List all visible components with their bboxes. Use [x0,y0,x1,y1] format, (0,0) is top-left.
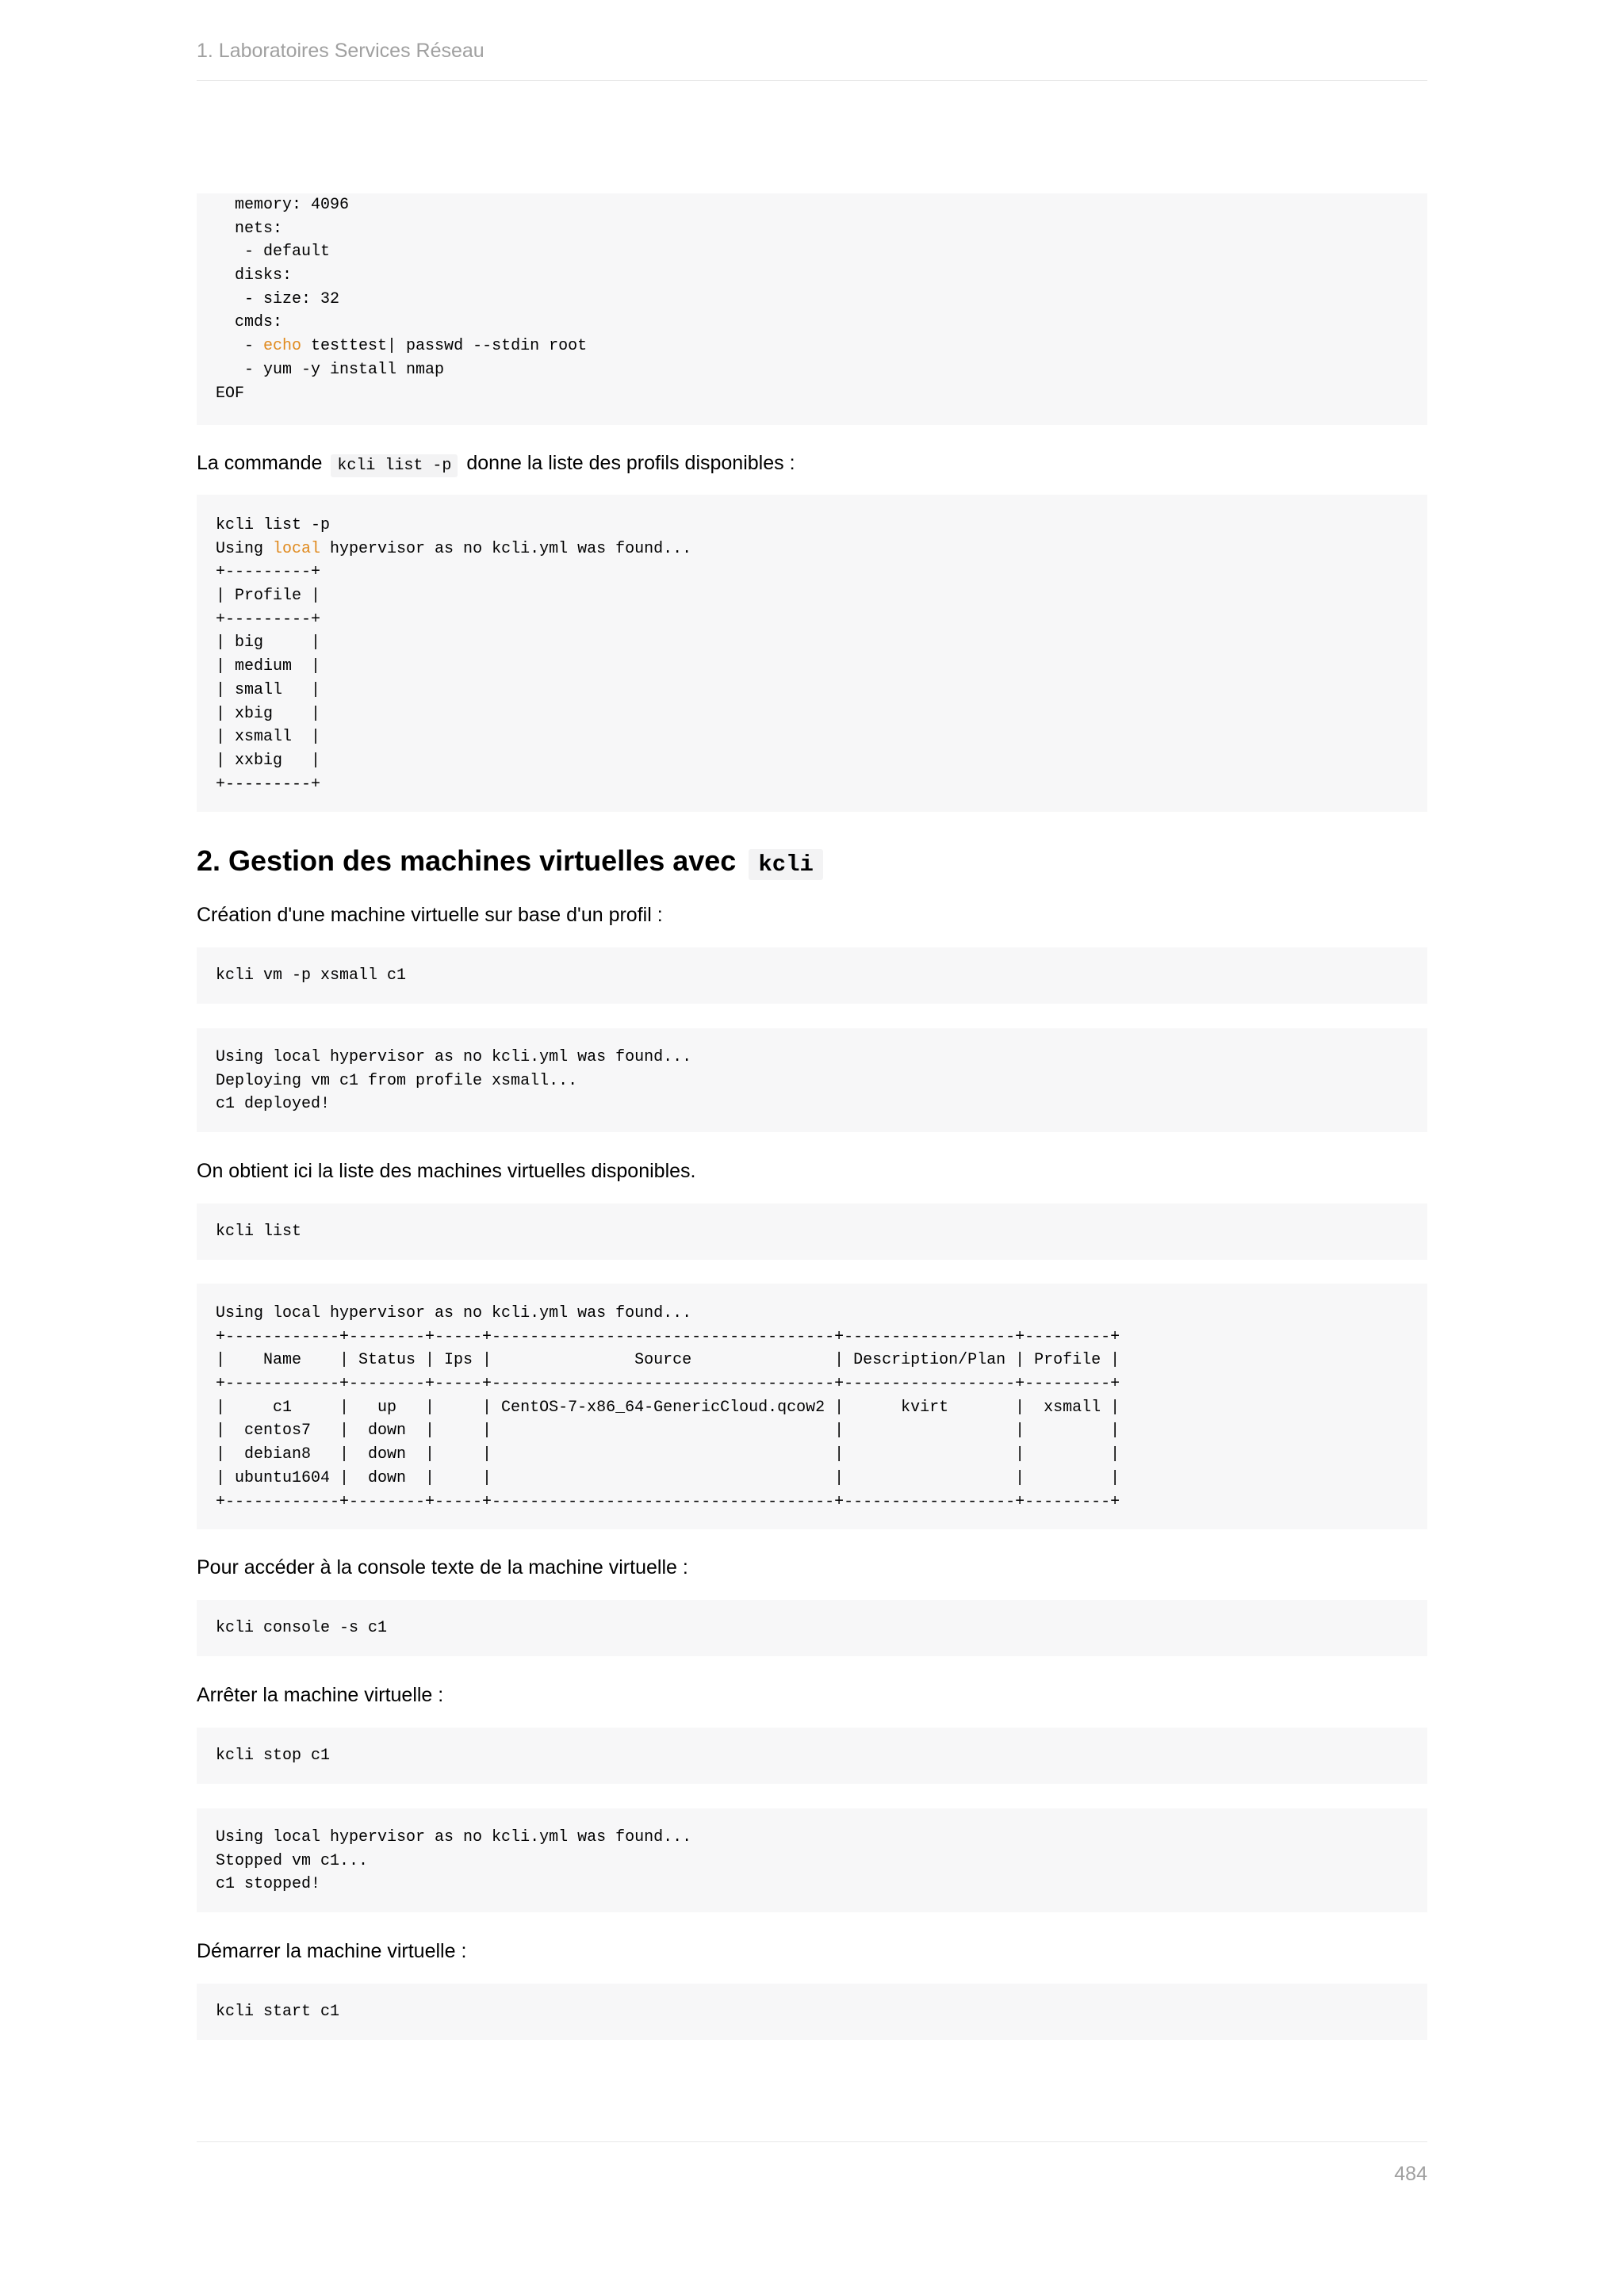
code-line: disks: [216,266,293,285]
page-number: 484 [1394,2163,1427,2185]
code-indent: - [216,337,264,356]
paragraph-text: La commande [197,452,323,474]
code-block-yaml [197,193,1427,425]
code-block-list-output [197,1284,1427,1529]
code-line-echo [216,335,1427,358]
code-line: +------------+--------+-----+------------------------------------+------------------+---------+ [216,1375,1120,1394]
running-header: 1. Laboratoires Services Réseau [197,40,485,62]
code-line: | Name | Status | Ips | Source | Description/Plan | Profile | [216,1351,1120,1370]
code-line: | ubuntu1604 | down | | | | | [216,1468,1120,1487]
code-line: +---------+ [216,775,321,794]
code-keyword-local: local [273,539,321,558]
paragraph-list: On obtient ici la liste des machines virtuelles disponibles. [197,1160,696,1182]
document-page [197,0,1427,2296]
code-line: Deploying vm c1 from profile xsmall... [216,1071,578,1090]
code-text: hypervisor as no kcli.yml was found... [320,539,692,558]
paragraph-profiles [197,449,1427,480]
code-line: | small | [216,680,321,699]
code-line: | centos7 | down | | | | | [216,1422,1120,1441]
inline-code: kcli list -p [331,454,458,477]
paragraph-create: Création d'une machine virtuelle sur base d'un profil : [197,904,663,926]
code-line: memory: 4096 [216,196,350,214]
paragraph-stop: Arrêter la machine virtuelle : [197,1684,444,1706]
code-line: kcli list [216,1223,302,1241]
code-line: c1 stopped! [216,1875,321,1894]
code-line: Using local hypervisor as no kcli.yml was found... [216,1828,692,1846]
code-line: | medium | [216,657,321,676]
code-text: Using [216,539,274,558]
section-heading-text: 2. Gestion des machines virtuelles avec [197,844,737,877]
code-line: c1 deployed! [216,1095,331,1114]
code-line: nets: [216,219,283,238]
code-line: +------------+--------+-----+------------------------------------+------------------+---------+ [216,1492,1120,1511]
code-line: cmds: [216,313,283,332]
code-block-profiles [197,495,1427,812]
code-block-stop [197,1728,1427,1784]
code-line: kcli list -p [216,516,331,534]
code-block-vm-create-output [197,1028,1427,1132]
paragraph-start: Démarrer la machine virtuelle : [197,1940,467,1962]
code-line: | Profile | [216,587,321,606]
code-text: testtest| passwd --stdin root [301,337,588,356]
paragraph-text: donne la liste des profils disponibles : [466,452,795,474]
code-line: kcli start c1 [216,2003,340,2021]
code-block-start [197,1984,1427,2040]
code-block-console [197,1600,1427,1656]
code-line: Stopped vm c1... [216,1851,369,1870]
code-line: | big | [216,633,321,652]
code-block-vm-create [197,947,1427,1004]
code-line: - size: 32 [216,289,340,308]
paragraph-console: Pour accéder à la console texte de la machine virtuelle : [197,1556,688,1578]
code-line: +------------+--------+-----+------------------------------------+------------------+---------+ [216,1327,1120,1346]
code-line: +---------+ [216,563,321,582]
code-line: | xbig | [216,704,321,723]
code-line: kcli console -s c1 [216,1619,388,1637]
header-divider [197,80,1427,81]
code-block-list [197,1203,1427,1260]
code-line: Using local hypervisor as no kcli.yml was found... [216,1304,692,1322]
code-line: | xsmall | [216,728,321,747]
code-line: - default [216,243,331,262]
code-line: - yum -y install nmap [216,360,445,379]
code-block-stop-output [197,1808,1427,1912]
code-keyword-echo: echo [263,337,302,356]
code-line: kcli stop c1 [216,1747,331,1765]
section-heading [197,842,1427,884]
code-line: | debian8 | down | | | | | [216,1445,1120,1464]
code-line: +---------+ [216,610,321,629]
footer-divider [197,2141,1427,2142]
code-line-using [216,538,1427,561]
code-line: | xxbig | [216,751,321,770]
code-line: kcli vm -p xsmall c1 [216,966,407,985]
code-line: EOF [216,384,245,403]
section-heading-code: kcli [749,849,823,880]
code-line: | c1 | up | | CentOS-7-x86_64-GenericCloud.qcow2 | kvirt | xsmall | [216,1398,1120,1417]
code-line: Using local hypervisor as no kcli.yml was found... [216,1048,692,1066]
